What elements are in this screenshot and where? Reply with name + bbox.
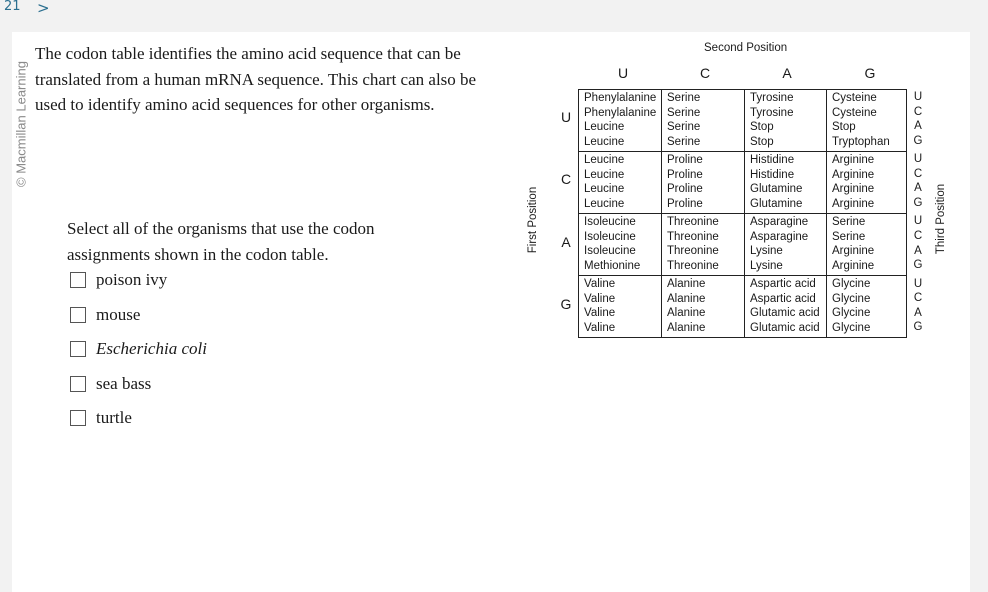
option-checkbox[interactable] xyxy=(70,307,86,323)
amino-acid: Serine xyxy=(832,216,866,228)
codon-cell xyxy=(745,152,827,214)
codon-cell xyxy=(827,90,907,152)
third-base-label: G xyxy=(913,196,923,209)
row-base-label: A xyxy=(561,234,571,250)
codon-cell xyxy=(827,214,907,276)
amino-acid: Alanine xyxy=(667,307,706,320)
amino-acid: Alanine xyxy=(667,278,706,290)
column-base-label: U xyxy=(617,65,629,81)
amino-acid: Tryptophan xyxy=(832,135,890,148)
third-base-label: U xyxy=(913,153,923,166)
option-label: Escherichia coli xyxy=(96,339,207,358)
third-base-label: G xyxy=(913,321,923,334)
amino-acid: Leucine xyxy=(584,135,625,148)
third-base-label: C xyxy=(913,105,923,118)
codon-block-row xyxy=(579,276,907,338)
option-checkbox[interactable] xyxy=(70,341,86,357)
option-checkbox[interactable] xyxy=(70,376,86,392)
third-position-letters xyxy=(912,277,924,335)
second-position-label: Second Position xyxy=(704,42,788,54)
question-nav xyxy=(0,0,988,28)
option-label: turtle xyxy=(96,408,132,427)
row-base-label: G xyxy=(560,296,572,312)
third-base-label: A xyxy=(914,306,922,319)
amino-acid: Glutamic acid xyxy=(750,307,820,320)
amino-acid: Glutamine xyxy=(750,183,803,196)
row-base-label: C xyxy=(560,171,572,187)
third-base-label: G xyxy=(913,134,923,147)
amino-acid: Alanine xyxy=(667,321,706,334)
option-label: mouse xyxy=(96,305,141,324)
amino-acid: Threonine xyxy=(667,245,719,258)
question-number: 21 xyxy=(4,0,21,14)
codon-table xyxy=(578,89,907,338)
amino-acid: Stop xyxy=(750,121,774,134)
option-label: sea bass xyxy=(96,374,152,393)
option-3[interactable] xyxy=(70,373,151,395)
amino-acid: Leucine xyxy=(584,168,625,181)
codon-cell xyxy=(662,90,745,152)
third-base-label: G xyxy=(913,259,923,272)
amino-acid: Histidine xyxy=(750,154,795,166)
option-0[interactable] xyxy=(70,269,167,291)
codon-cell xyxy=(579,276,662,338)
column-base-label: C xyxy=(699,65,711,81)
next-question-chevron-icon[interactable]: > xyxy=(37,0,50,17)
amino-acid: Threonine xyxy=(667,259,719,272)
codon-block-row xyxy=(579,214,907,276)
third-base-label: C xyxy=(913,229,923,242)
option-1[interactable] xyxy=(70,304,140,326)
amino-acid: Proline xyxy=(667,197,703,210)
third-base-label: A xyxy=(914,182,922,195)
amino-acid: Arginine xyxy=(832,154,875,166)
amino-acid: Aspartic acid xyxy=(750,292,816,305)
amino-acid: Leucine xyxy=(584,197,625,210)
third-position-letters xyxy=(912,214,924,272)
amino-acid: Glycine xyxy=(832,292,871,305)
amino-acid: Glycine xyxy=(832,307,871,320)
amino-acid: Cysteine xyxy=(832,106,877,119)
codon-cell xyxy=(827,276,907,338)
amino-acid: Asparagine xyxy=(750,216,809,228)
copyright-text: © Macmillan Learning xyxy=(13,61,29,187)
amino-acid: Valine xyxy=(584,307,616,320)
third-base-label: U xyxy=(913,91,923,103)
codon-cell xyxy=(579,152,662,214)
amino-acid: Isoleucine xyxy=(584,230,636,243)
amino-acid: Methionine xyxy=(584,259,641,272)
amino-acid: Isoleucine xyxy=(584,245,636,258)
amino-acid: Proline xyxy=(667,154,703,166)
amino-acid: Asparagine xyxy=(750,230,809,243)
amino-acid: Valine xyxy=(584,292,616,305)
amino-acid: Isoleucine xyxy=(584,216,636,228)
amino-acid: Lysine xyxy=(750,245,783,258)
third-base-label: C xyxy=(913,167,923,180)
amino-acid: Phenylalanine xyxy=(584,106,657,119)
amino-acid: Serine xyxy=(667,92,701,104)
amino-acid: Glutamic acid xyxy=(750,321,820,334)
codon-cell xyxy=(745,214,827,276)
option-label: poison ivy xyxy=(96,270,168,289)
amino-acid: Serine xyxy=(667,121,701,134)
amino-acid: Histidine xyxy=(750,168,795,181)
amino-acid: Proline xyxy=(667,168,703,181)
amino-acid: Glutamine xyxy=(750,197,803,210)
row-base-label: U xyxy=(560,109,572,125)
amino-acid: Tyrosine xyxy=(750,106,794,119)
amino-acid: Glycine xyxy=(832,321,871,334)
third-position-letters xyxy=(912,152,924,210)
amino-acid: Arginine xyxy=(832,197,875,210)
question-prompt: Select all of the organisms that use the codon assignments shown in the codon table. xyxy=(67,219,375,264)
amino-acid: Valine xyxy=(584,321,616,334)
codon-cell xyxy=(579,214,662,276)
column-base-label: A xyxy=(782,65,792,81)
codon-cell xyxy=(745,90,827,152)
first-position-label: First Position xyxy=(527,186,539,254)
amino-acid: Serine xyxy=(667,106,701,119)
option-4[interactable] xyxy=(70,407,132,429)
amino-acid: Serine xyxy=(667,135,701,148)
amino-acid: Stop xyxy=(832,121,856,134)
amino-acid: Proline xyxy=(667,183,703,196)
amino-acid: Aspartic acid xyxy=(750,278,816,290)
amino-acid: Leucine xyxy=(584,121,625,134)
codon-cell xyxy=(662,152,745,214)
intro-text: The codon table identifies the amino acid sequence that can be translated from a human mRNA sequence. This chart can also be used to identify amino acid sequences for other organisms. xyxy=(35,44,477,114)
third-base-label: U xyxy=(913,215,923,228)
third-base-label: A xyxy=(914,244,922,257)
amino-acid: Serine xyxy=(832,230,866,243)
codon-cell xyxy=(662,276,745,338)
amino-acid: Lysine xyxy=(750,259,783,272)
option-checkbox[interactable] xyxy=(70,410,86,426)
amino-acid: Arginine xyxy=(832,168,875,181)
codon-cell xyxy=(662,214,745,276)
option-checkbox[interactable] xyxy=(70,272,86,288)
amino-acid: Arginine xyxy=(832,183,875,196)
amino-acid: Valine xyxy=(584,278,616,290)
third-position-letters xyxy=(912,90,924,148)
column-base-label: G xyxy=(864,65,876,81)
codon-block-row xyxy=(579,90,907,152)
amino-acid: Glycine xyxy=(832,278,871,290)
amino-acid: Tyrosine xyxy=(750,92,794,104)
amino-acid: Alanine xyxy=(667,292,706,305)
third-base-label: U xyxy=(913,277,923,290)
codon-cell xyxy=(827,152,907,214)
option-2[interactable] xyxy=(70,338,207,360)
amino-acid: Phenylalanine xyxy=(584,92,657,104)
amino-acid: Stop xyxy=(750,135,774,148)
amino-acid: Cysteine xyxy=(832,92,877,104)
codon-cell xyxy=(745,276,827,338)
amino-acid: Arginine xyxy=(832,259,875,272)
amino-acid: Leucine xyxy=(584,183,625,196)
third-position-label: Third Position xyxy=(935,183,947,255)
amino-acid: Leucine xyxy=(584,154,625,166)
codon-cell xyxy=(579,90,662,152)
third-base-label: A xyxy=(914,120,922,133)
amino-acid: Threonine xyxy=(667,216,719,228)
third-base-label: C xyxy=(913,292,923,305)
amino-acid: Threonine xyxy=(667,230,719,243)
codon-block-row xyxy=(579,152,907,214)
amino-acid: Arginine xyxy=(832,245,875,258)
